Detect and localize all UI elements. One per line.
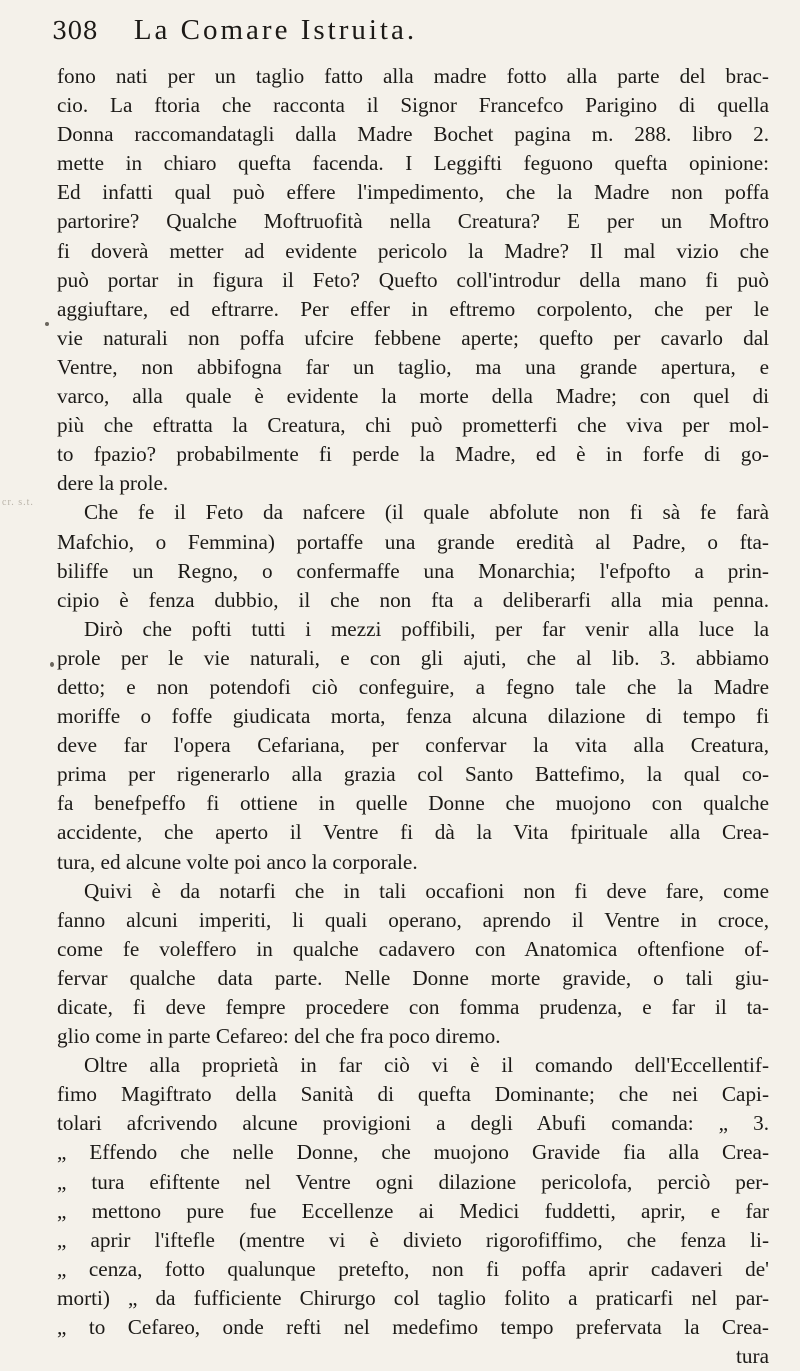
- text-line: biliffe un Regno, o confermaffe una Monarchia; l'efpofto a prin-: [57, 558, 769, 583]
- text-line: morti) „ da fufficiente Chirurgo col taglio folito a praticarfi nel par-: [57, 1285, 769, 1310]
- page-number: 308: [52, 17, 98, 45]
- running-title: La Comare Istruita.: [133, 14, 418, 46]
- text-line: detto; e non potendofi ciò confeguire, a fegno tale che la Madre: [57, 674, 769, 699]
- text-line: prole per le vie naturali, e con gli ajuti, che al lib. 3. abbiamo: [57, 645, 769, 670]
- text-line: glio come in parte Cefareo: del che fra poco diremo.: [57, 1024, 501, 1049]
- text-line: moriffe o foffe giudicata morta, fenza alcuna dilazione di tempo fi: [57, 704, 769, 729]
- margin-note: cr. s.t.: [2, 497, 34, 508]
- text-line: Ventre, non abbifogna far un taglio, ma una grande apertura, e: [57, 354, 769, 379]
- text-line: fervar qualche data parte. Nelle Donne morte gravide, o tali giu-: [57, 965, 769, 990]
- text-line: Oltre alla proprietà in far ciò vi è il comando dell'Eccellentif-: [84, 1053, 769, 1078]
- text-line: fanno alcuni imperiti, li quali operano, aprendo il Ventre in croce,: [57, 907, 769, 932]
- text-line: „ mettono pure fue Eccellenze ai Medici fuddetti, aprir, e far: [57, 1198, 769, 1223]
- text-line: Donna raccomandatagli dalla Madre Bochet pagina m. 288. libro 2.: [57, 122, 769, 147]
- text-line: come fe voleffero in qualche cadavero con Anatomica oftenfione of-: [57, 936, 769, 961]
- text-line: tura, ed alcune volte poi anco la corporale.: [57, 849, 418, 874]
- text-line: vie naturali non poffa ufcire febbene aperte; quefto per cavarlo dal: [57, 325, 769, 350]
- text-line: fono nati per un taglio fatto alla madre fotto alla parte del brac-: [57, 64, 769, 88]
- text-line: cio. La ftoria che racconta il Signor Francefco Parigino di quella: [57, 93, 769, 118]
- text-line: mette in chiaro quefta facenda. I Leggifti feguono quefta opinione:: [57, 151, 769, 176]
- text-line: Mafchio, o Femmina) portaffe una grande eredità al Padre, o fta-: [57, 529, 769, 554]
- text-line: „ Effendo che nelle Donne, che muojono Gravide fia alla Crea-: [57, 1140, 769, 1165]
- text-line: to fpazio? probabilmente fi perde la Madre, ed è in forfe di go-: [57, 442, 769, 467]
- text-line: aggiuftare, ed eftrarre. Per effer in eftremo corpolento, che per le: [57, 296, 769, 321]
- ink-mark: [50, 662, 54, 667]
- text-line: „ aprir l'iftefle (mentre vi è divieto rigorofiffimo, che fenza li-: [57, 1227, 769, 1252]
- text-line: „ cenza, fotto qualunque pretefto, non fi poffa aprir cadaveri de': [57, 1256, 769, 1281]
- text-line: fi doverà metter ad evidente pericolo la Madre? Il mal vizio che: [57, 238, 769, 263]
- text-line: partorire? Qualche Moftruofità nella Creatura? E per un Moftro: [57, 209, 769, 234]
- text-line: prima per rigenerarlo alla grazia col Santo Battefimo, la qual co-: [57, 762, 769, 787]
- text-line: cipio è fenza dubbio, il che non fta a deliberarfi alla mia penna.: [57, 587, 769, 612]
- text-line: tolari afcrivendo alcune provigioni a degli Abufi comanda: „ 3.: [57, 1111, 769, 1136]
- text-line: Che fe il Feto da nafcere (il quale abfolute non fi sà fe farà: [84, 500, 769, 525]
- text-line: varco, alla quale è evidente la morte della Madre; con quel di: [57, 384, 769, 409]
- text-line: Ed infatti qual può effere l'impedimento, che la Madre non poffa: [57, 180, 769, 205]
- text-line: Quivi è da notarfi che in tali occafioni non fi deve fare, come: [84, 878, 769, 903]
- text-line: dicate, fi deve fempre procedere con fomma prudenza, e far il ta-: [57, 995, 769, 1019]
- text-line: „ to Cefareo, onde refti nel medefimo tempo prefervata la Crea-: [57, 1315, 769, 1340]
- text-line: Dirò che pofti tutti i mezzi poffibili, per far venir alla luce la: [84, 616, 769, 641]
- text-line: fa benefpeffo fi ottiene in quelle Donne che muojono con qualche: [57, 791, 769, 816]
- ink-mark: [45, 322, 49, 326]
- text-line: fimo Magiftrato della Sanità di quefta Dominante; che nei Capi-: [57, 1082, 769, 1107]
- text-line: accidente, che aperto il Ventre fi dà la Vita fpirituale alla Crea-: [57, 820, 769, 845]
- text-line: „ tura efiftente nel Ventre ogni dilazione pericolofa, perciò per-: [57, 1169, 769, 1194]
- body-text: [57, 62, 769, 1371]
- text-line: può portar in figura il Feto? Quefto coll'introdur della mano fi può: [57, 267, 769, 292]
- page-header: [52, 14, 772, 60]
- text-line: deve far l'opera Cefariana, per confervar la vita alla Creatura,: [57, 733, 769, 758]
- text-line: dere la prole.: [57, 471, 169, 496]
- text-line: più che eftratta la Creatura, chi può prometterfi che viva per mol-: [57, 413, 769, 438]
- catchword: tura: [736, 1344, 769, 1369]
